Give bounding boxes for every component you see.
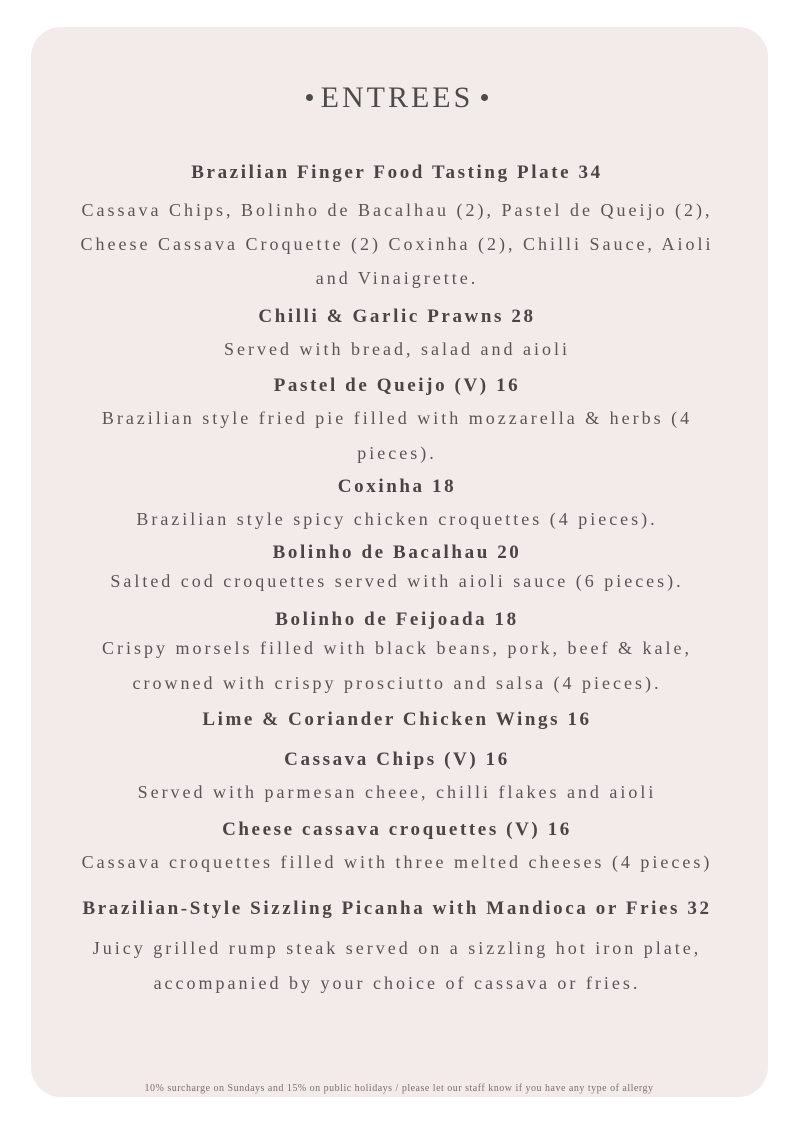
menu-item-description: Served with parmesan cheee, chilli flakes and aioli [137,782,657,802]
menu-item-description: crowned with crispy prosciutto and salsa (4 pieces). [132,673,662,693]
section-title [0,80,794,116]
menu-item-name: Bolinho de Bacalhau 20 [272,542,522,563]
menu-item-description: Salted cod croquettes served with aioli sauce (6 pieces). [110,571,684,591]
section-title-text: ENTREES [320,81,474,114]
menu-item-description: Cheese Cassava Croquette (2) Coxinha (2), Chilli Sauce, Aioli [80,234,714,254]
menu-item-description: Juicy grilled rump steak served on a sizzling hot iron plate, [92,938,702,958]
bullet-dot-icon [306,94,313,101]
menu-item-name: Cheese cassava croquettes (V) 16 [222,819,572,840]
menu-item-description: Brazilian style fried pie filled with mozzarella & herbs (4 [101,408,693,428]
footer-note: 10% surcharge on Sundays and 15% on public holidays / please let our staff know if you have any type of allergy [144,1083,654,1094]
menu-item-name: Lime & Coriander Chicken Wings 16 [202,709,592,730]
menu-item-name: Chilli & Garlic Prawns 28 [258,306,536,327]
menu-item-description: accompanied by your choice of cassava or fries. [153,973,641,993]
menu-item-name: Coxinha 18 [337,476,457,497]
bullet-dot-icon [481,94,488,101]
menu-item-description: Cassava Chips, Bolinho de Bacalhau (2), Pastel de Queijo (2), [81,200,713,220]
menu-item-description: pieces). [357,443,437,463]
menu-item-description: Crispy morsels filled with black beans, pork, beef & kale, [102,638,692,658]
menu-item-description: Served with bread, salad and aioli [224,339,570,359]
menu-item-name: Brazilian-Style Sizzling Picanha with Mandioca or Fries 32 [82,898,712,919]
menu-item-name: Brazilian Finger Food Tasting Plate 34 [191,162,603,183]
menu-item-name: Pastel de Queijo (V) 16 [273,375,521,396]
menu-item-name: Cassava Chips (V) 16 [284,749,510,770]
menu-item-name: Bolinho de Feijoada 18 [275,609,519,630]
menu-item-description: and Vinaigrette. [315,268,479,288]
menu-item-description: Brazilian style spicy chicken croquettes (4 pieces). [136,509,658,529]
menu-item-description: Cassava croquettes filled with three melted cheeses (4 pieces) [81,852,713,872]
